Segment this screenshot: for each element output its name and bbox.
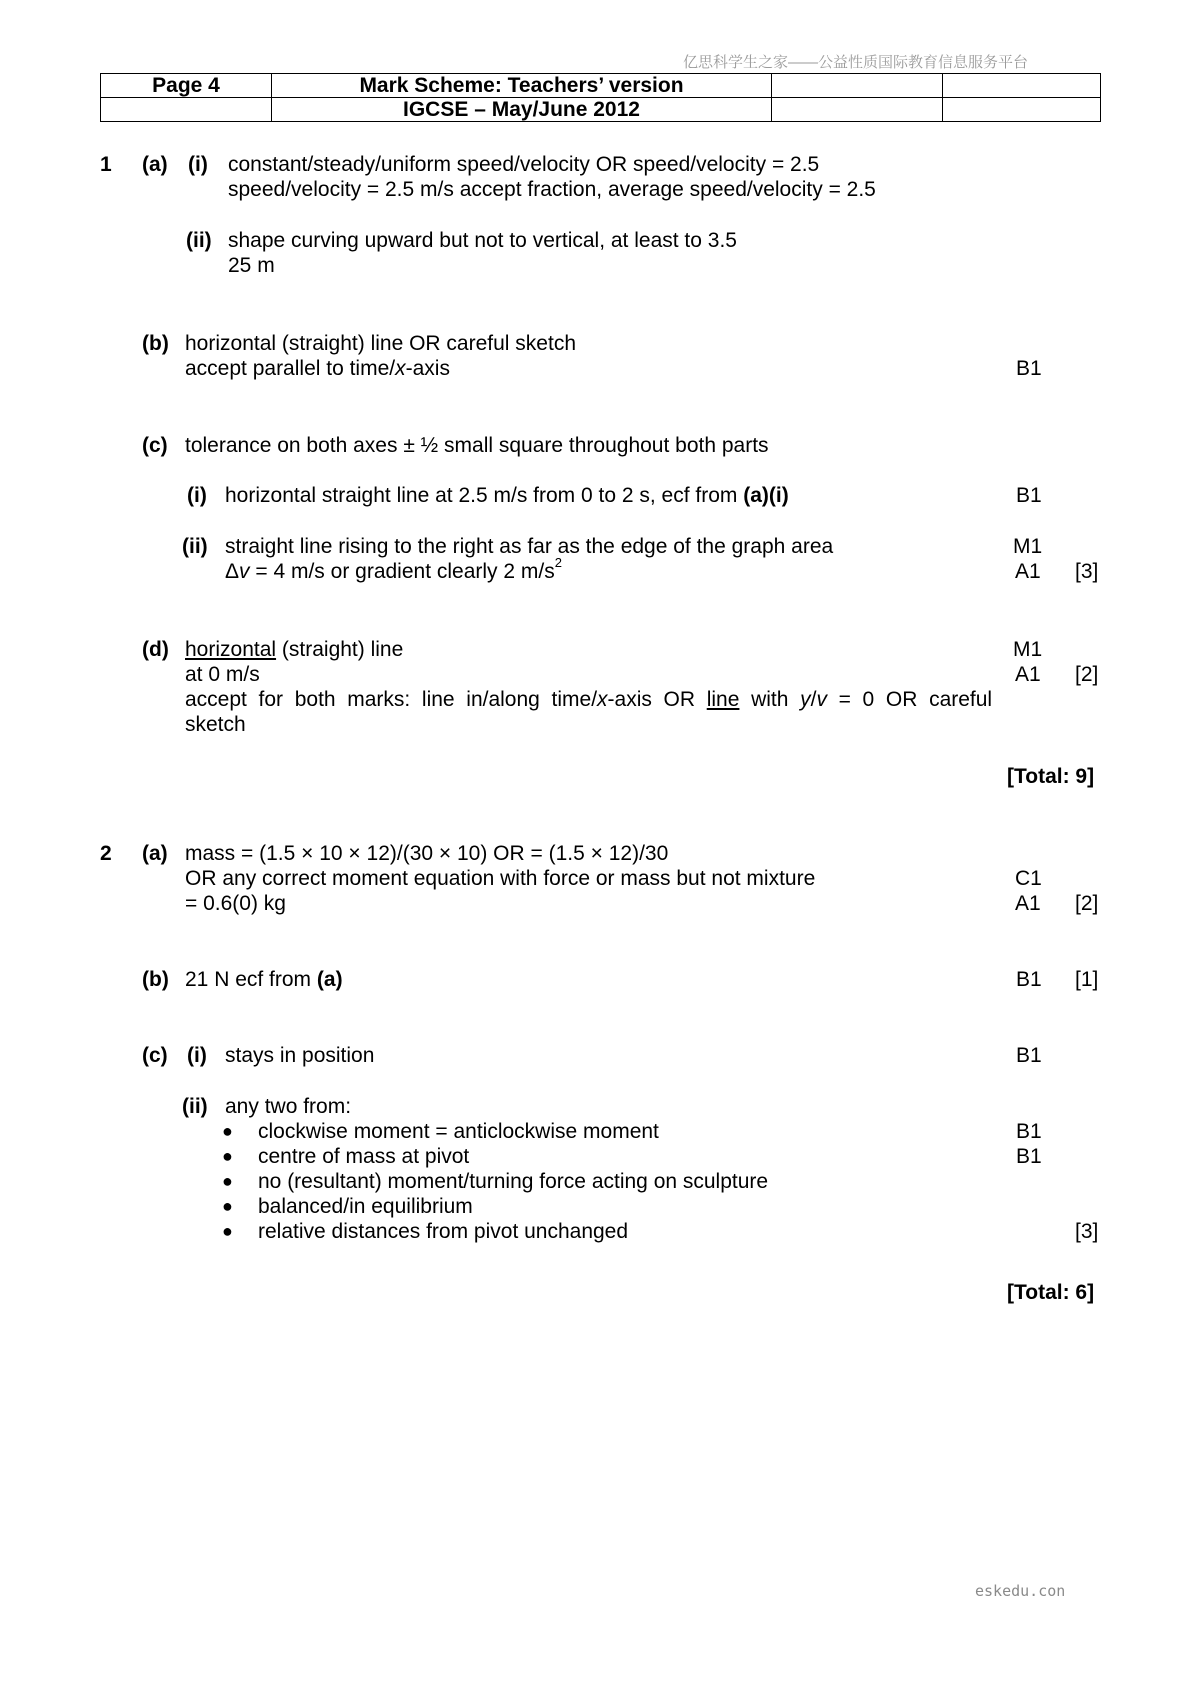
bullet-icon: ● [222, 1146, 233, 1166]
answer-line: 25 m [228, 254, 275, 277]
part-label: (c) [142, 1044, 168, 1067]
subpart-label: (ii) [186, 229, 212, 252]
part-total: [2] [1075, 892, 1099, 915]
subpart-label: (ii) [182, 1095, 208, 1118]
subpart-label: (i) [188, 153, 208, 176]
mark: B1 [1016, 484, 1042, 507]
header-empty-cell [772, 98, 943, 122]
mark: B1 [1016, 357, 1042, 380]
answer-line: speed/velocity = 2.5 m/s accept fraction, average speed/velocity = 2.5 [228, 178, 876, 201]
answer-line: 21 N ecf from (a) [185, 968, 343, 991]
part-total: [3] [1075, 1220, 1099, 1243]
bullet-item: centre of mass at pivot [258, 1145, 470, 1168]
bullet-icon: ● [222, 1121, 233, 1141]
answer-line: constant/steady/uniform speed/velocity OR speed/velocity = 2.5 [228, 153, 820, 176]
mark: B1 [1016, 968, 1042, 991]
question-total: [Total: 6] [1007, 1281, 1095, 1304]
answer-line: shape curving upward but not to vertical, at least to 3.5 [228, 229, 737, 252]
question-number: 2 [100, 842, 112, 865]
header-empty-cell [772, 74, 943, 98]
watermark-text: 亿思科学生之家——公益性质国际教育信息服务平台 [683, 54, 1029, 71]
subpart-label: (ii) [182, 535, 208, 558]
mark: M1 [1013, 535, 1043, 558]
part-total: [2] [1075, 663, 1099, 686]
part-label: (b) [142, 332, 169, 355]
question-total: [Total: 9] [1007, 765, 1095, 788]
answer-line: any two from: [225, 1095, 352, 1118]
answer-line: sketch [185, 713, 246, 736]
part-label: (c) [142, 434, 168, 457]
answer-line: stays in position [225, 1044, 375, 1067]
header-empty-cell [101, 98, 272, 122]
header-page: Page 4 [101, 74, 272, 98]
part-label: (a) [142, 153, 168, 176]
answer-line: = 0.6(0) kg [185, 892, 286, 915]
mark: A1 [1015, 663, 1041, 686]
subpart-label: (i) [187, 484, 207, 507]
part-label: (a) [142, 842, 168, 865]
answer-line: straight line rising to the right as far as the edge of the graph area [225, 535, 834, 558]
answer-line: mass = (1.5 × 10 × 12)/(30 × 10) OR = (1.5 × 12)/30 [185, 842, 669, 865]
bullet-item: balanced/in equilibrium [258, 1195, 473, 1218]
part-total: [1] [1075, 968, 1099, 991]
bullet-item: no (resultant) moment/turning force acting on sculpture [258, 1170, 769, 1193]
answer-line: accept for both marks: line in/along time/x-axis OR line with y/v = 0 OR careful [185, 688, 993, 711]
header-empty-cell [943, 74, 1101, 98]
header-title: Mark Scheme: Teachers’ version [272, 74, 772, 98]
answer-line: Δv = 4 m/s or gradient clearly 2 $m/s^2$ [225, 555, 562, 583]
question-number: 1 [100, 153, 112, 176]
answer-line: horizontal (straight) line [185, 638, 404, 661]
header-subtitle: IGCSE – May/June 2012 [272, 98, 772, 122]
answer-line: tolerance on both axes ± ½ small square throughout both parts [185, 434, 769, 457]
bullet-item: relative distances from pivot unchanged [258, 1220, 629, 1243]
answer-line: horizontal (straight) line OR careful sketch [185, 332, 576, 355]
mark: B1 [1016, 1120, 1042, 1143]
mark: A1 [1015, 892, 1041, 915]
bullet-icon: ● [222, 1196, 233, 1216]
bullet-icon: ● [222, 1171, 233, 1191]
mark: M1 [1013, 638, 1043, 661]
answer-line: at 0 m/s [185, 663, 260, 686]
mark: B1 [1016, 1044, 1042, 1067]
part-total: [3] [1075, 560, 1099, 583]
answer-line: accept parallel to time/x-axis [185, 357, 450, 380]
answer-line: OR any correct moment equation with force or mass but not mixture [185, 867, 816, 890]
bullet-icon: ● [222, 1221, 233, 1241]
part-label: (b) [142, 968, 169, 991]
answer-line: horizontal straight line at 2.5 m/s from 0 to 2 s, ecf from (a)(i) [225, 484, 789, 507]
mark: C1 [1015, 867, 1042, 890]
header-empty-cell [943, 98, 1101, 122]
mark: A1 [1015, 560, 1041, 583]
bullet-item: clockwise moment = anticlockwise moment [258, 1120, 659, 1143]
part-label: (d) [142, 638, 169, 661]
subpart-label: (i) [187, 1044, 207, 1067]
header-table [100, 73, 1101, 122]
mark: B1 [1016, 1145, 1042, 1168]
footer-text: eskedu.con [975, 1582, 1066, 1600]
